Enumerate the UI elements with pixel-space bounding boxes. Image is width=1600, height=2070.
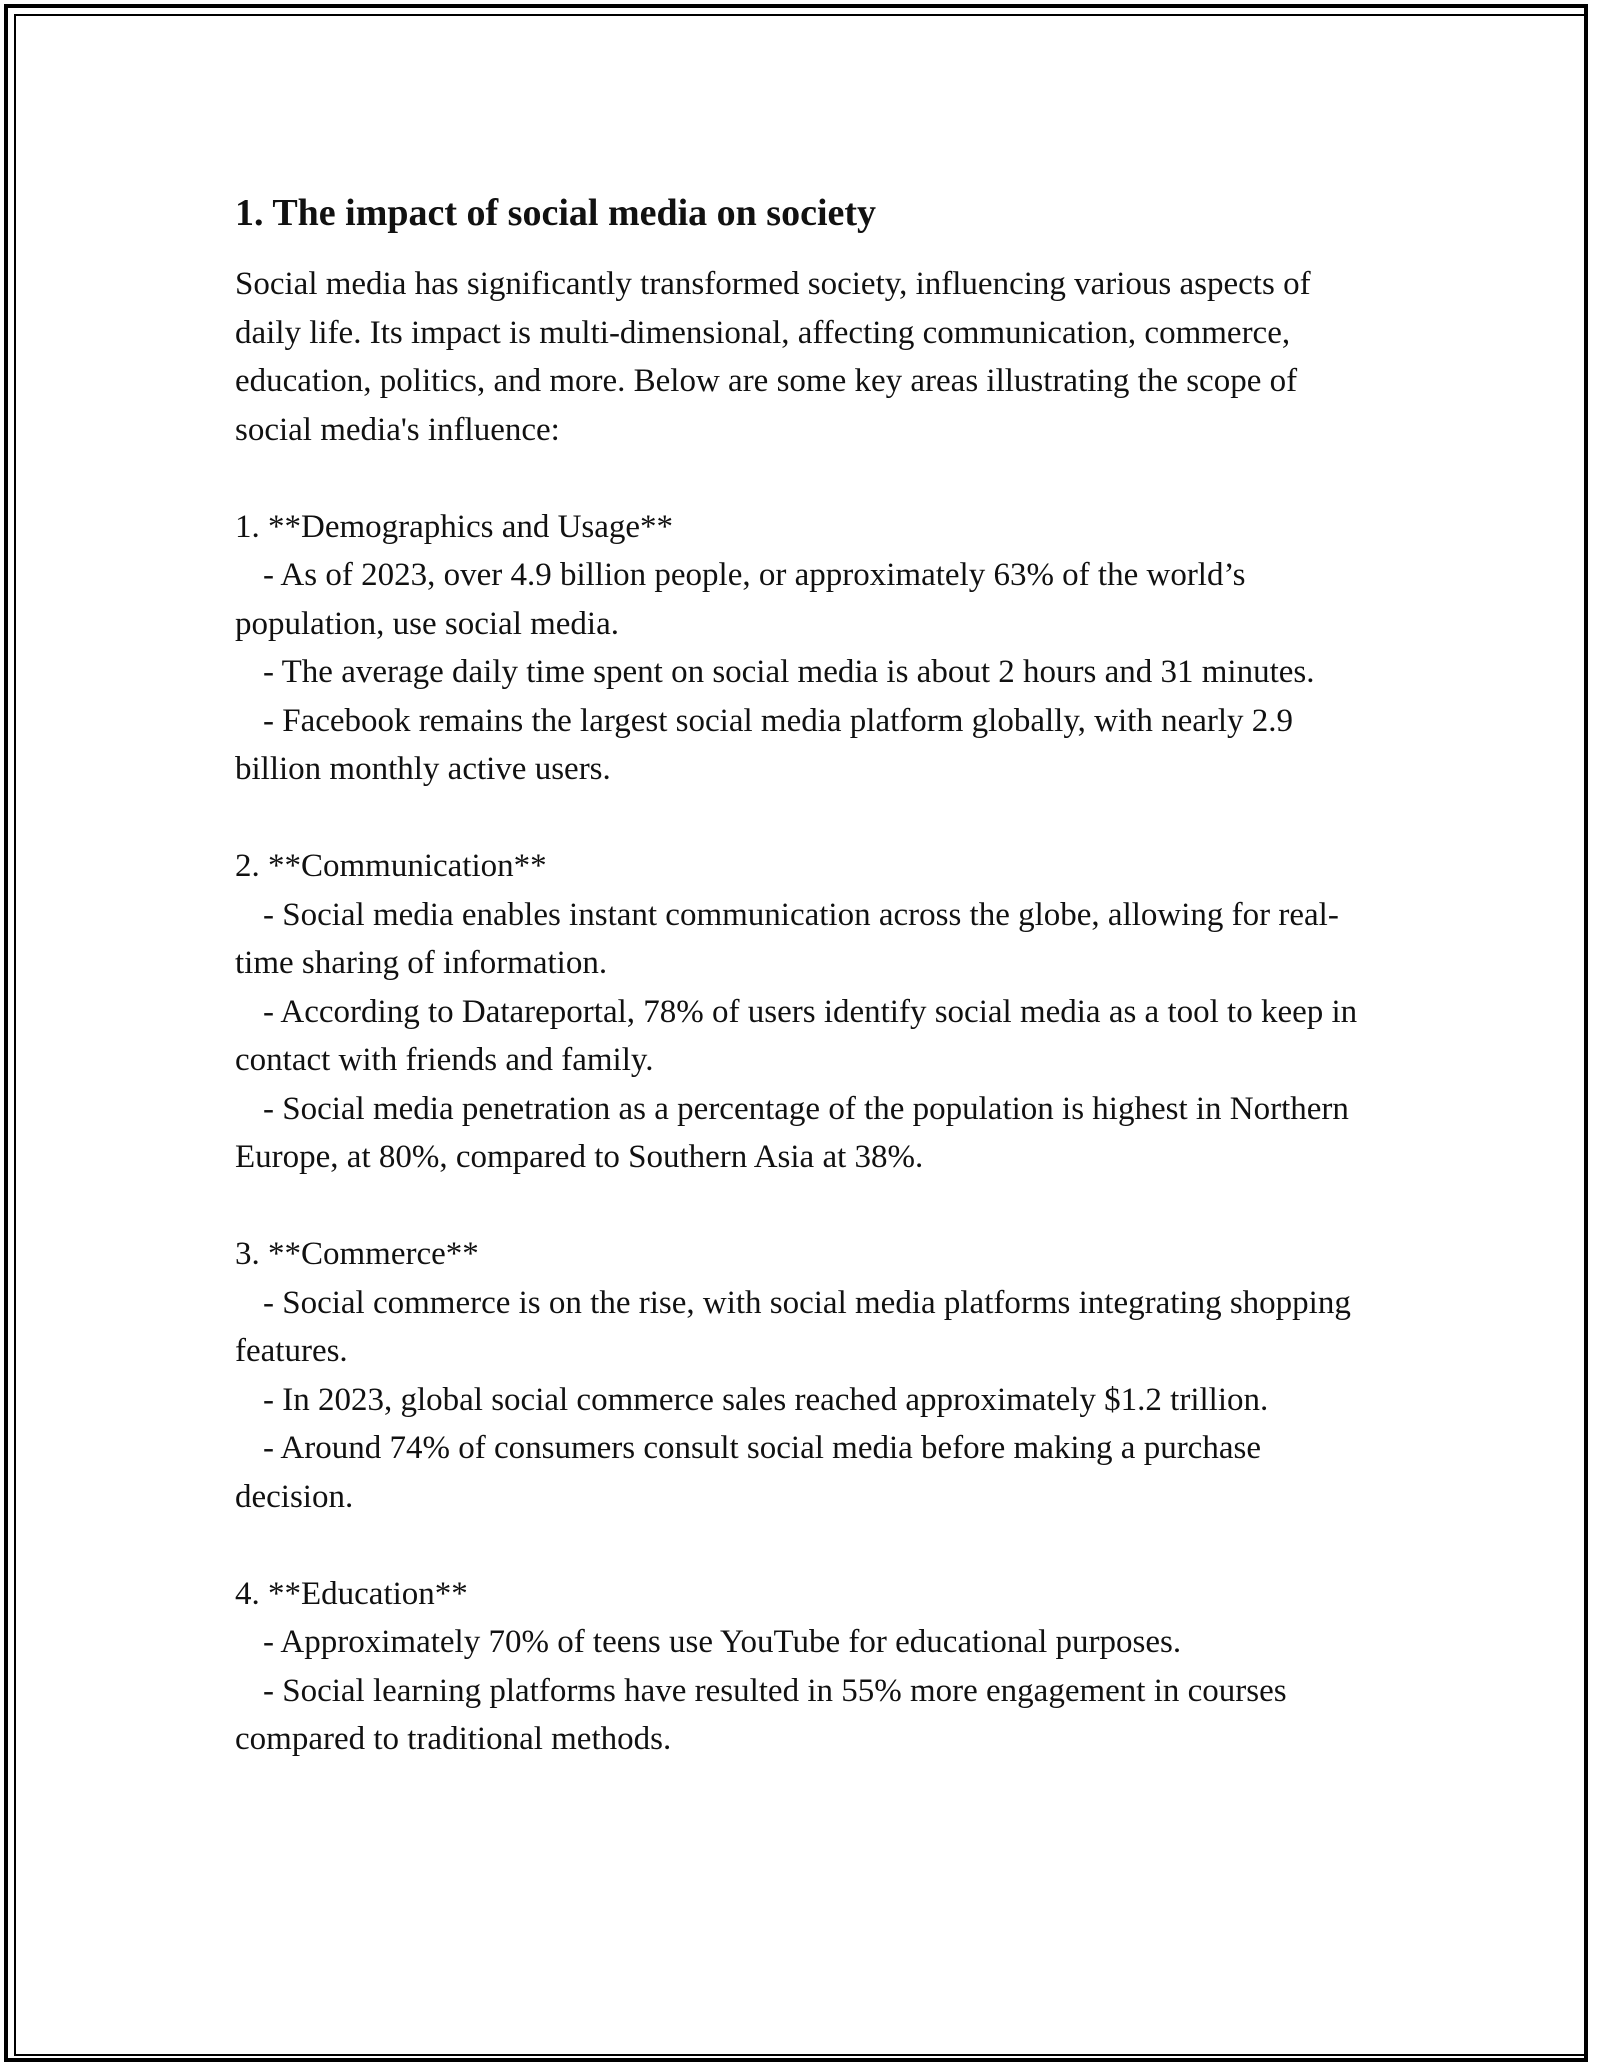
bullet-item: - In 2023, global social commerce sales reached approximately $1.2 trillion. bbox=[263, 1381, 1269, 1418]
page-title: 1. The impact of social media on society bbox=[235, 192, 877, 234]
bullet-item: - As of 2023, over 4.9 billion people, or approximately 63% of the world’s population, use social media. bbox=[235, 557, 1246, 642]
bullet-item: - Social media enables instant communication across the globe, allowing for real-time sharing of information. bbox=[235, 896, 1339, 981]
bullet-item: - Social learning platforms have resulted in 55% more engagement in courses compared to traditional methods. bbox=[235, 1672, 1287, 1757]
section-heading: 2. **Communication** bbox=[235, 848, 547, 884]
section-heading: 3. **Commerce** bbox=[235, 1236, 479, 1272]
section-communication bbox=[235, 842, 1375, 1182]
section-commerce bbox=[235, 1230, 1375, 1521]
bullet-item: - According to Datareportal, 78% of users identify social media as a tool to keep in contact with friends and family. bbox=[235, 993, 1358, 1078]
bullet-item: - The average daily time spent on social media is about 2 hours and 31 minutes. bbox=[263, 654, 1315, 690]
section-heading: 1. **Demographics and Usage** bbox=[235, 508, 674, 545]
bullet-item: - Social commerce is on the rise, with social media platforms integrating shopping features. bbox=[235, 1284, 1351, 1369]
section-demographics bbox=[235, 503, 1375, 794]
bullet-item: - Facebook remains the largest social media platform globally, with nearly 2.9 billion monthly active users. bbox=[235, 702, 1294, 787]
bullet-item: - Social media penetration as a percentage of the population is highest in Northern Europe, at 80%, compared to Southern Asia at 38%. bbox=[235, 1090, 1349, 1175]
intro-paragraph: Social media has significantly transformed society, influencing various aspects of daily life. Its impact is multi-dimensional, affecting communication, commerce, education, politics, and more. Below are some key areas illustrating the scope of social media's influence: bbox=[235, 266, 1311, 448]
bullet-item: - Approximately 70% of teens use YouTube for educational purposes. bbox=[263, 1624, 1182, 1660]
document-body bbox=[235, 186, 1375, 1764]
section-heading: 4. **Education** bbox=[235, 1575, 468, 1612]
section-education bbox=[235, 1570, 1375, 1764]
bullet-item: - Around 74% of consumers consult social media before making a purchase decision. bbox=[235, 1430, 1261, 1515]
